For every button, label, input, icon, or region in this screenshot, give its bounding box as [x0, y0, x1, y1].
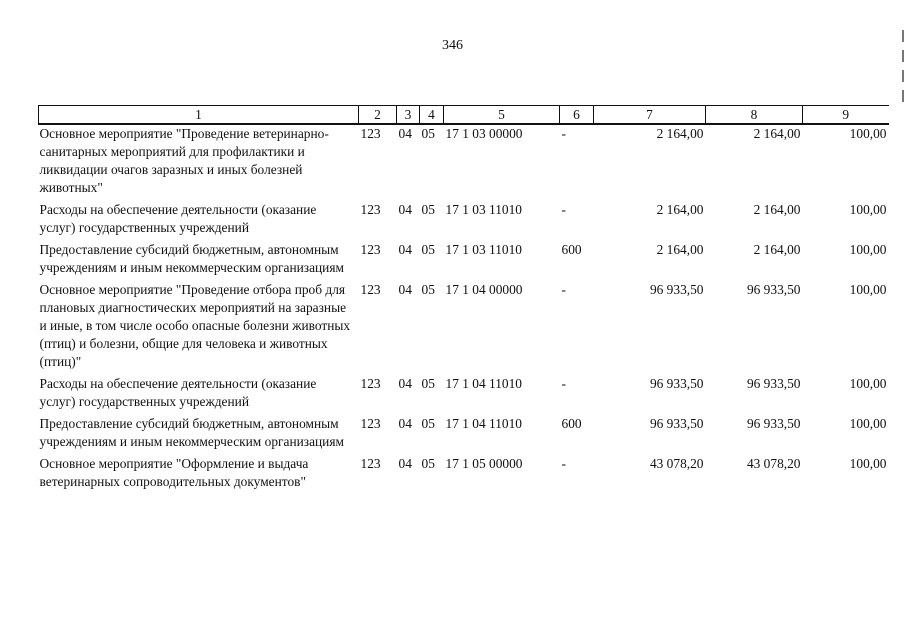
row-code-5: 17 1 03 11010: [445, 202, 522, 217]
row-code-5: 17 1 05 00000: [445, 456, 523, 471]
row-code-5: 17 1 04 11010: [445, 376, 522, 391]
column-header-8: 8: [706, 106, 803, 125]
row-code-6: -: [561, 282, 566, 297]
row-code-5: 17 1 04 00000: [445, 282, 523, 297]
column-header-6: 6: [560, 106, 594, 125]
row-value-9: 100,00: [849, 126, 887, 141]
row-code-4: 05: [421, 202, 435, 217]
row-value-9: 100,00: [849, 242, 887, 257]
row-code-4: 05: [421, 282, 435, 297]
table-row: [39, 281, 889, 375]
edge-mark: [902, 90, 904, 102]
page-number: 346: [442, 38, 463, 53]
row-value-7: 43 078,20: [649, 456, 704, 471]
table-row: [39, 201, 889, 241]
row-code-2: 123: [360, 202, 381, 217]
table-row: [39, 241, 889, 281]
row-value-7: 96 933,50: [649, 376, 704, 391]
row-code-5: 17 1 03 11010: [445, 242, 522, 257]
row-value-8: 96 933,50: [746, 376, 801, 391]
table-row: [39, 415, 889, 455]
row-value-7: 2 164,00: [656, 202, 704, 217]
row-code-6: 600: [561, 242, 582, 257]
row-code-4: 05: [421, 416, 435, 431]
row-code-2: 123: [360, 126, 381, 141]
column-header-3: 3: [397, 106, 420, 125]
row-value-9: 100,00: [849, 416, 887, 431]
row-value-8: 43 078,20: [746, 456, 801, 471]
row-value-8: 96 933,50: [746, 282, 801, 297]
row-code-3: 04: [398, 282, 412, 297]
table-row: [39, 124, 889, 201]
row-code-6: -: [561, 126, 566, 141]
row-value-8: 96 933,50: [746, 416, 801, 431]
row-name: Предоставление субсидий бюджетным, автономным учреждениям и иным некоммерческим организациям: [39, 242, 344, 275]
row-value-9: 100,00: [849, 376, 887, 391]
header-row: [39, 106, 889, 125]
row-name: Предоставление субсидий бюджетным, автономным учреждениям и иным некоммерческим организациям: [39, 416, 344, 449]
row-code-3: 04: [398, 202, 412, 217]
row-code-5: 17 1 03 00000: [445, 126, 523, 141]
row-code-6: -: [561, 202, 566, 217]
row-code-6: -: [561, 376, 566, 391]
column-header-5: 5: [444, 106, 560, 125]
column-header-7: 7: [594, 106, 706, 125]
row-value-8: 2 164,00: [753, 202, 801, 217]
row-value-8: 2 164,00: [753, 126, 801, 141]
row-value-7: 96 933,50: [649, 416, 704, 431]
row-code-6: 600: [561, 416, 582, 431]
row-code-2: 123: [360, 456, 381, 471]
row-code-4: 05: [421, 242, 435, 257]
row-name: Расходы на обеспечение деятельности (оказание услуг) государственных учреждений: [39, 202, 317, 235]
row-name: Основное мероприятие "Оформление и выдача ветеринарных сопроводительных документов": [39, 456, 309, 489]
row-value-9: 100,00: [849, 202, 887, 217]
row-code-2: 123: [360, 242, 381, 257]
row-code-3: 04: [398, 242, 412, 257]
row-name: Основное мероприятие "Проведение ветеринарно-санитарных мероприятий для профилактики и ликвидации очагов заразных и иных болезней животных": [39, 126, 329, 195]
row-code-3: 04: [398, 456, 412, 471]
row-value-7: 96 933,50: [649, 282, 704, 297]
row-name: Основное мероприятие "Проведение отбора проб для плановых диагностических мероприятий на заразные и иные, в том числе особо опасные болезни животных (птиц) и болезни, общие для человека и животных (птиц)": [39, 282, 351, 369]
column-header-1: 1: [39, 106, 359, 125]
row-value-9: 100,00: [849, 456, 887, 471]
column-header-4: 4: [420, 106, 444, 125]
table-row: [39, 455, 889, 495]
row-code-4: 05: [421, 126, 435, 141]
row-code-3: 04: [398, 126, 412, 141]
row-name: Расходы на обеспечение деятельности (оказание услуг) государственных учреждений: [39, 376, 317, 409]
table-row: [39, 375, 889, 415]
edge-mark: [902, 50, 904, 62]
row-code-3: 04: [398, 416, 412, 431]
column-header-9: 9: [803, 106, 889, 125]
row-code-5: 17 1 04 11010: [445, 416, 522, 431]
row-value-8: 2 164,00: [753, 242, 801, 257]
row-code-4: 05: [421, 376, 435, 391]
edge-mark: [902, 30, 904, 42]
row-code-2: 123: [360, 376, 381, 391]
row-value-7: 2 164,00: [656, 126, 704, 141]
row-code-2: 123: [360, 416, 381, 431]
budget-table: [38, 105, 889, 495]
column-header-2: 2: [359, 106, 397, 125]
row-code-2: 123: [360, 282, 381, 297]
row-value-9: 100,00: [849, 282, 887, 297]
row-code-4: 05: [421, 456, 435, 471]
edge-mark: [902, 70, 904, 82]
row-code-3: 04: [398, 376, 412, 391]
row-value-7: 2 164,00: [656, 242, 704, 257]
row-code-6: -: [561, 456, 566, 471]
